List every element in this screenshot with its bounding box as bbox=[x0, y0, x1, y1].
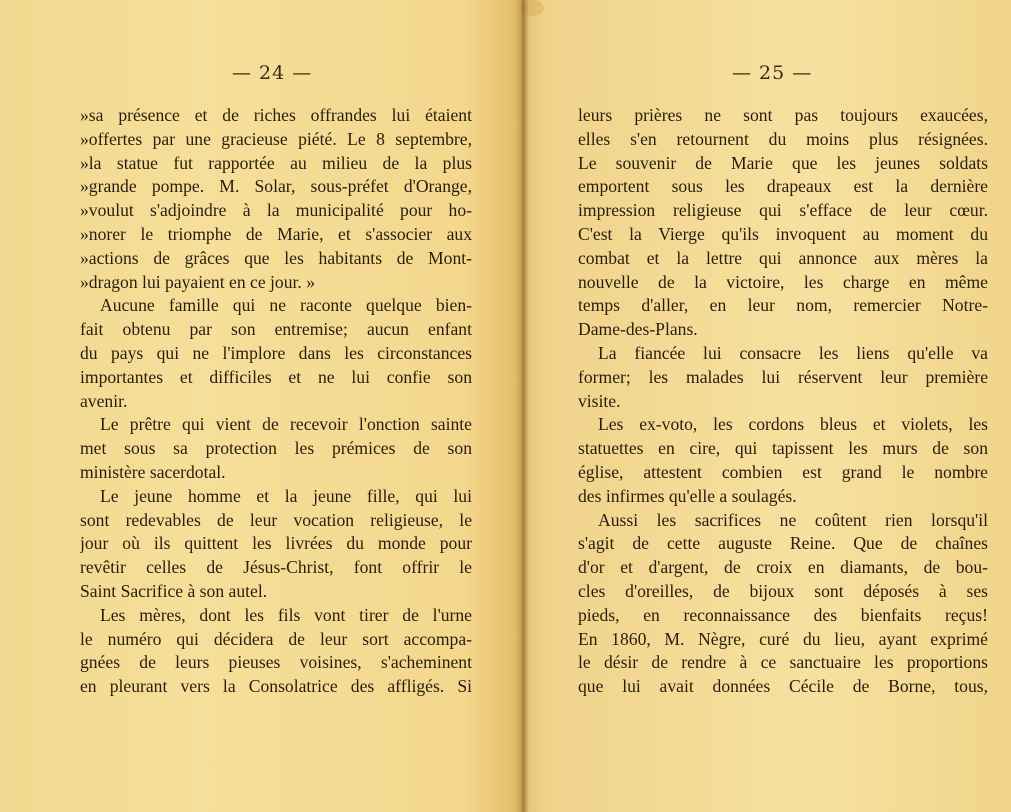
text-line: La fiancée lui consacre les liens qu'elle va bbox=[598, 342, 988, 363]
text-line: En 1860, M. Nègre, curé du lieu, ayant exprimé bbox=[578, 628, 988, 649]
text-line: Aucune famille qui ne raconte quelque bien- bbox=[100, 295, 472, 316]
text-line: du pays qui ne l'implore dans les circonstances bbox=[80, 342, 472, 363]
right-page bbox=[524, 0, 1011, 812]
text-line: »voulut s'adjoindre à la municipalité pour ho- bbox=[80, 200, 472, 221]
text-line: sont redevables de leur vocation religieuse, le bbox=[80, 509, 472, 530]
text-line: »offertes par une gracieuse piété. Le 8 septembre, bbox=[80, 128, 472, 149]
text-line: fait obtenu par son entremise; aucun enfant bbox=[80, 319, 472, 340]
text-line: cles d'oreilles, de bijoux sont déposés à ses bbox=[578, 580, 988, 601]
page-number: — 24 — bbox=[232, 62, 313, 84]
text-line: le désir de rendre à ce sanctuaire les proportions bbox=[578, 652, 988, 673]
text-line: »grande pompe. M. Solar, sous-préfet d'Orange, bbox=[80, 176, 472, 197]
text-line: statuettes en cire, qui tapissent les murs de son bbox=[578, 438, 988, 459]
text-line: combat et la lettre qui annonce aux mères la bbox=[578, 247, 988, 268]
text-line: revêtir celles de Jésus-Christ, font offrir le bbox=[80, 557, 472, 578]
text-line: des infirmes qu'elle a soulagés. bbox=[578, 485, 797, 506]
text-line: jour où ils quittent les livrées du monde pour bbox=[80, 533, 472, 554]
text-line: »sa présence et de riches offrandes lui étaient bbox=[80, 105, 472, 125]
text-line: Le jeune homme et la jeune fille, qui lui bbox=[100, 485, 472, 506]
text-line: »norer le triomphe de Marie, et s'associer aux bbox=[80, 223, 472, 244]
text-line: Les mères, dont les fils vont tirer de l'urne bbox=[100, 604, 472, 625]
text-line: »actions de grâces que les habitants de Mont- bbox=[80, 247, 472, 268]
text-line: église, attestent combien est grand le nombre bbox=[578, 461, 988, 482]
text-line: s'agit de cette auguste Reine. Que de chaînes bbox=[578, 533, 988, 554]
text-line: avenir. bbox=[80, 390, 128, 411]
text-line: nouvelle de la victoire, les charge en même bbox=[578, 271, 988, 292]
text-line: pieds, en reconnaissance des bienfaits reçus! bbox=[578, 604, 988, 625]
text-line: visite. bbox=[578, 390, 621, 411]
text-line: »la statue fut rapportée au milieu de la plus bbox=[80, 152, 472, 173]
text-line: temps d'aller, en leur nom, remercier Notre- bbox=[578, 295, 988, 316]
text-line: »dragon lui payaient en ce jour. » bbox=[80, 271, 315, 292]
text-line: le numéro qui décidera de leur sort accompa- bbox=[80, 628, 472, 649]
text-line: Aussi les sacrifices ne coûtent rien lorsqu'il bbox=[598, 509, 988, 530]
text-line: C'est la Vierge qu'ils invoquent au moment du bbox=[578, 223, 988, 244]
page-text bbox=[578, 104, 988, 699]
page-text bbox=[80, 104, 472, 699]
text-line: emportent sous les drapeaux est la dernière bbox=[578, 176, 988, 197]
text-line: Le souvenir de Marie que les jeunes soldats bbox=[578, 152, 988, 173]
text-line: Les ex-voto, les cordons bleus et violets, les bbox=[598, 414, 988, 435]
text-line: leurs prières ne sont pas toujours exaucées, bbox=[578, 105, 988, 125]
text-line: ministère sacerdotal. bbox=[80, 461, 226, 482]
page-number: — 25 — bbox=[732, 62, 813, 84]
text-line: que lui avait données Cécile de Borne, tous, bbox=[578, 676, 988, 697]
text-line: d'or et d'argent, de croix en diamants, de bou- bbox=[578, 557, 988, 578]
text-line: former; les malades lui réservent leur première bbox=[578, 366, 988, 387]
text-line: impression religieuse qui s'efface de leur cœur. bbox=[578, 200, 988, 221]
text-line: Saint Sacrifice à son autel. bbox=[80, 580, 268, 601]
text-line: Dame-des-Plans. bbox=[578, 319, 698, 340]
text-line: en pleurant vers la Consolatrice des affligés. Si bbox=[80, 676, 472, 697]
text-line: elles s'en retournent du moins plus résignées. bbox=[578, 128, 988, 149]
text-line: importantes et difficiles et ne lui confie son bbox=[80, 366, 472, 387]
text-line: gnées de leurs pieuses voisines, s'acheminent bbox=[80, 652, 472, 673]
text-line: Le prêtre qui vient de recevoir l'onction sainte bbox=[100, 414, 472, 435]
text-line: met sous sa protection les prémices de son bbox=[80, 438, 472, 459]
